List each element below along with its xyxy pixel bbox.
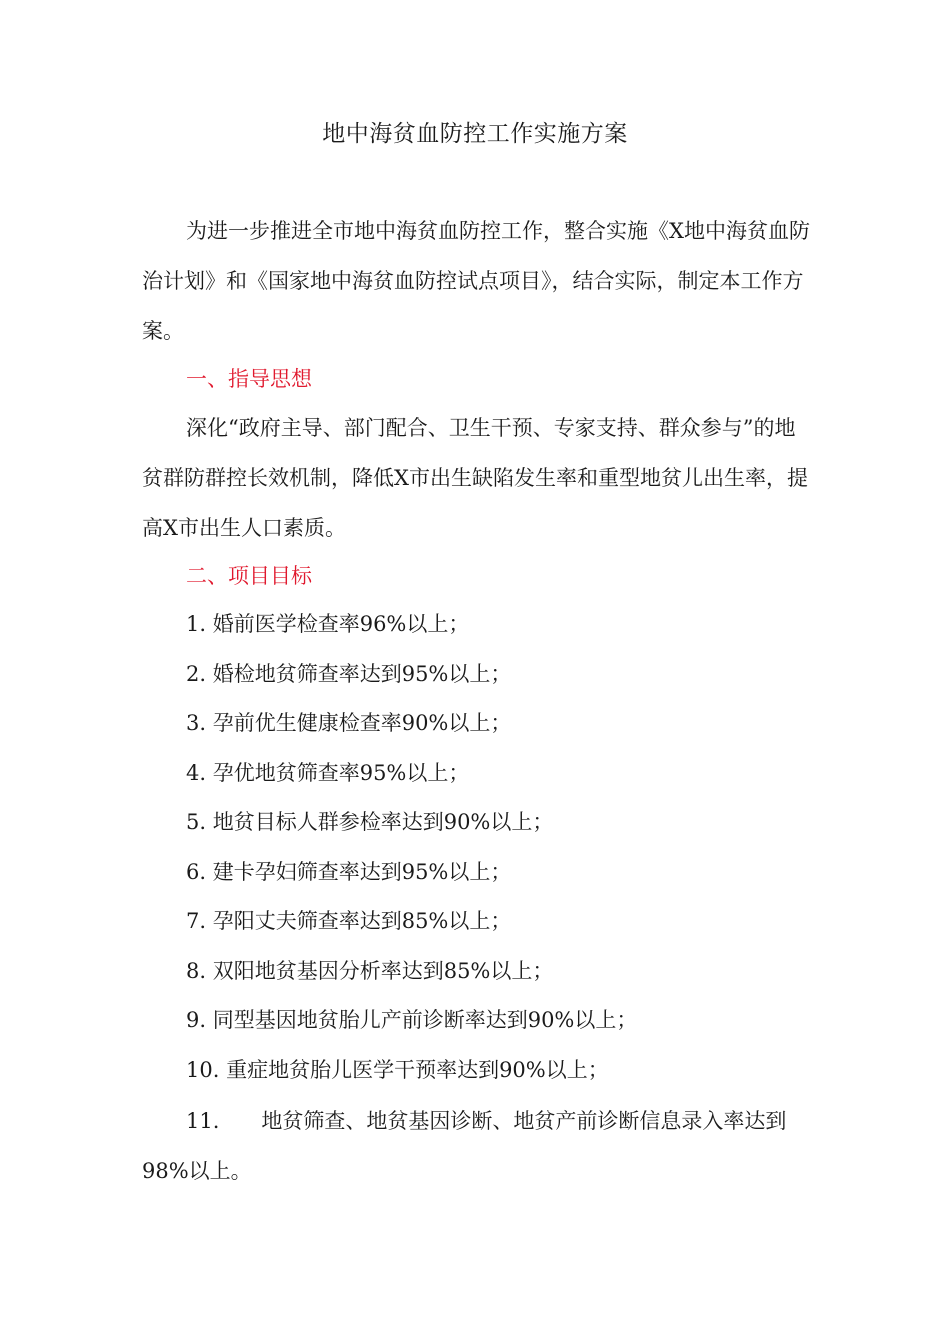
goal-item-11-number: 11. (186, 1109, 220, 1133)
intro-paragraph: 为进一步推进全市地中海贫血防控工作，整合实施《X地中海贫血防治计划》和《国家地中海贫血防控试点项目》，结合实际，制定本工作方案。 (142, 219, 810, 343)
goal-item-1: 1. 婚前医学检查率96%以上； (186, 612, 470, 636)
goal-item-11-text: 地贫筛查、地贫基因诊断、地贫产前诊断信息录入率达到98%以上。 (142, 1109, 787, 1183)
goal-item-8: 8. 双阳地贫基因分析率达到85%以上； (186, 958, 554, 983)
goal-item-9: 9. 同型基因地贫胎儿产前诊断率达到90%以上； (186, 1008, 638, 1032)
goal-item-3: 3. 孕前优生健康检查率90%以上； (186, 711, 512, 735)
goal-item-2: 2. 婚检地贫筛查率达到95%以上； (186, 661, 512, 686)
section-heading-guiding-ideology: 一、指导思想 (186, 367, 312, 391)
goal-item-11 (142, 1096, 802, 1196)
goal-item-6: 6. 建卡孕妇筛查率达到95%以上； (186, 859, 512, 884)
goal-item-10: 10. 重症地贫胎儿医学干预率达到90%以上； (186, 1057, 609, 1082)
guiding-ideology-paragraph: 深化“政府主导、部门配合、卫生干预、专家支持、群众参与”的地贫群防群控长效机制，降低X市出生缺陷发生率和重型地贫儿出生率，提高X市出生人口素质。 (142, 416, 808, 540)
document-title: 地中海贫血防控工作实施方案 (322, 121, 628, 147)
goal-item-5: 5. 地贫目标人群参检率达到90%以上； (186, 810, 554, 834)
section-heading-project-goals: 二、项目目标 (186, 564, 312, 588)
goal-item-4: 4. 孕优地贫筛查率95%以上； (186, 760, 470, 785)
goal-item-7: 7. 孕阳丈夫筛查率达到85%以上； (186, 909, 512, 933)
goals-list (0, 600, 950, 1095)
